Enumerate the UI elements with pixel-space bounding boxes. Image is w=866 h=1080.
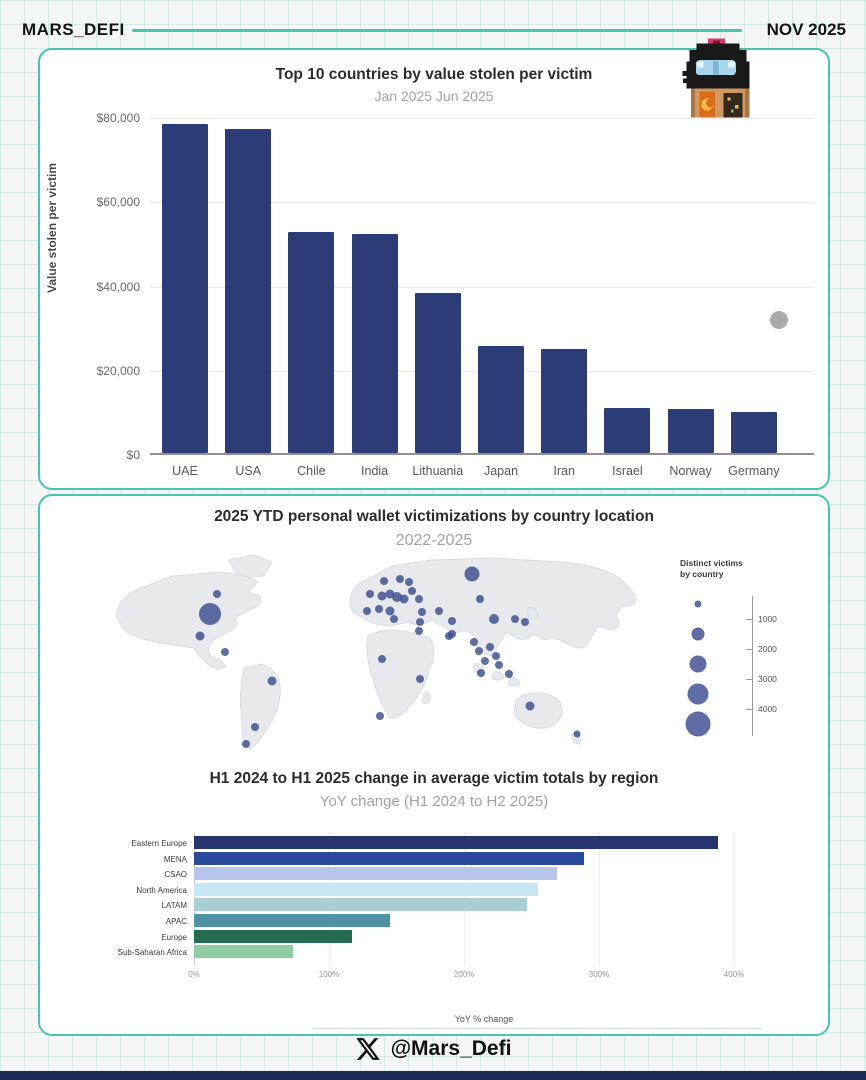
legend-tick-mark	[746, 679, 752, 680]
victim-bubble	[196, 632, 205, 641]
victim-bubble	[416, 675, 424, 683]
continent-shapes	[116, 555, 636, 750]
y-tick-label: $40,000	[96, 279, 140, 294]
gray-dot-marker	[770, 311, 788, 329]
victim-bubble	[376, 712, 384, 720]
region-label: North America	[136, 885, 187, 895]
chart1-subtitle: Jan 2025 Jun 2025	[374, 88, 494, 104]
victim-bubble	[448, 630, 456, 638]
bar-apac	[194, 914, 390, 927]
legend-size-circle	[695, 601, 702, 608]
legend-tick-mark	[746, 709, 752, 710]
victim-bubble	[416, 618, 424, 626]
pixel-avatar-image	[668, 38, 768, 118]
bar-latam	[194, 898, 527, 911]
region-label: APAC	[165, 917, 187, 926]
legend-size-circle	[692, 628, 705, 641]
bar-india	[352, 234, 398, 453]
y-tick-label: $20,000	[96, 363, 140, 378]
bar-lithuania	[415, 293, 461, 453]
region-label: Eastern Europe	[131, 839, 187, 848]
map-subtitle: 2022-2025	[395, 532, 473, 549]
x-tick-label: 0%	[188, 970, 200, 979]
footer	[0, 1036, 866, 1062]
legend-tick-mark	[746, 649, 752, 650]
x-tick-label: Israel	[612, 464, 643, 478]
x-tick-label: 100%	[318, 970, 340, 979]
legend-title-line1: Distinct victims	[680, 558, 743, 568]
bar-japan	[478, 346, 524, 453]
map-legend	[680, 558, 826, 758]
victim-bubble	[378, 592, 387, 601]
legend-tick-label: 2000	[758, 644, 777, 654]
gridline	[599, 832, 600, 966]
region-chart-x-axis-title: YoY % change	[454, 1014, 514, 1024]
victim-bubble	[405, 578, 413, 586]
y-tick-label: $80,000	[96, 111, 140, 125]
bar-norway	[668, 409, 714, 453]
region-chart-title: H1 2024 to H1 2025 change in average victim totals by region	[209, 770, 659, 787]
bar-israel	[604, 408, 650, 453]
chart1-y-axis-title: Value stolen per victim	[45, 162, 59, 293]
x-tick-label: Germany	[728, 464, 780, 478]
victim-bubble	[221, 648, 229, 656]
legend-tick-label: 1000	[758, 614, 777, 624]
victim-bubble	[476, 595, 484, 603]
victim-bubble	[400, 595, 409, 604]
victim-bubble	[489, 614, 499, 624]
victim-bubble	[521, 618, 529, 626]
region-chart-subtitle: YoY change (H1 2024 to H2 2025)	[319, 793, 549, 810]
map-and-region-chart-card	[38, 494, 830, 1036]
victim-bubble	[448, 617, 456, 625]
legend-size-circle	[686, 712, 711, 737]
victim-bubble	[465, 567, 480, 582]
victim-bubble	[390, 615, 398, 623]
bar-germany	[731, 412, 777, 453]
x-tick-label: Chile	[297, 464, 326, 478]
gridline	[150, 453, 814, 455]
x-logo-icon	[355, 1036, 381, 1062]
chart1-title: Top 10 countries by value stolen per victim	[275, 66, 593, 83]
x-tick-label: UAE	[172, 464, 198, 478]
victim-bubble	[526, 702, 535, 711]
victim-bubble	[475, 647, 483, 655]
bar-chile	[288, 232, 334, 453]
victim-bubble	[199, 603, 221, 625]
bar-europe	[194, 930, 352, 943]
y-tick-label: $0	[126, 448, 140, 462]
victim-bubble	[396, 575, 404, 583]
victim-bubble	[375, 605, 383, 613]
victim-bubble	[477, 669, 485, 677]
bar-csao	[194, 867, 557, 880]
victim-bubble	[505, 670, 513, 678]
victim-bubble	[495, 661, 503, 669]
legend-tick-label: 3000	[758, 674, 777, 684]
map-title: 2025 YTD personal wallet victimizations by country location	[214, 508, 654, 525]
legend-size-circle	[690, 656, 707, 673]
chart1-plot-area	[96, 111, 814, 478]
victim-bubble	[511, 615, 519, 623]
brand-title: MARS_DEFI	[22, 20, 125, 39]
x-tick-label: India	[361, 464, 389, 478]
date-label: NOV 2025	[766, 20, 846, 39]
victim-bubble	[492, 652, 500, 660]
victim-bubble	[470, 638, 478, 646]
victim-bubble	[366, 590, 374, 598]
victim-bubble	[378, 655, 386, 663]
bar-uae	[162, 124, 208, 453]
legend-tick-label: 4000	[758, 704, 777, 714]
victim-bubble	[213, 590, 221, 598]
x-tick-label: Iran	[553, 464, 575, 478]
gridline	[734, 832, 735, 966]
victim-bubble	[380, 577, 388, 585]
y-tick-label: $60,000	[96, 195, 140, 210]
bar-north-america	[194, 883, 538, 896]
bar-iran	[541, 349, 587, 453]
victim-bubble	[251, 723, 259, 731]
x-tick-label: Japan	[483, 464, 519, 478]
region-label: CSAO	[164, 870, 187, 880]
header-divider-line	[132, 29, 742, 32]
social-handle: @Mars_Defi	[390, 1037, 512, 1060]
x-tick-label: Norway	[669, 464, 712, 478]
victim-bubble	[435, 607, 443, 615]
region-label: Sub-Saharan Africa	[117, 948, 187, 958]
legend-tick-mark	[746, 619, 752, 620]
region-label: LATAM	[161, 901, 187, 911]
bottom-accent-strip	[0, 1071, 866, 1080]
bar-usa	[225, 129, 271, 453]
victim-bubble	[415, 627, 423, 635]
victim-bubble	[408, 587, 416, 595]
victim-bubble	[418, 608, 426, 616]
x-tick-label: 200%	[453, 970, 475, 979]
bottom-divider-line	[312, 1028, 762, 1029]
x-tick-label: 300%	[588, 970, 610, 979]
victim-bubble	[386, 607, 395, 616]
victim-bubble	[363, 607, 371, 615]
legend-title-line2: by country	[680, 569, 724, 579]
victim-bubble	[481, 657, 489, 665]
legend-size-circle	[688, 684, 709, 705]
gridline	[150, 118, 814, 119]
region-label: MENA	[163, 854, 187, 864]
region-chart-plot-area	[117, 836, 774, 979]
victim-bubble	[242, 740, 250, 748]
x-tick-label: Lithuania	[412, 464, 464, 478]
x-tick-label: USA	[235, 464, 262, 478]
victim-bubble	[268, 677, 277, 686]
victim-bubble	[574, 731, 581, 738]
x-tick-label: 400%	[723, 970, 745, 979]
legend-axis-line	[752, 596, 753, 736]
region-label: Europe	[161, 932, 187, 942]
bar-sub-saharan-africa	[194, 945, 293, 958]
victim-bubble	[415, 595, 423, 603]
bar-mena	[194, 852, 584, 865]
bar-eastern-europe	[194, 836, 718, 849]
victim-bubble	[486, 643, 494, 651]
world-bubble-map	[102, 552, 662, 764]
